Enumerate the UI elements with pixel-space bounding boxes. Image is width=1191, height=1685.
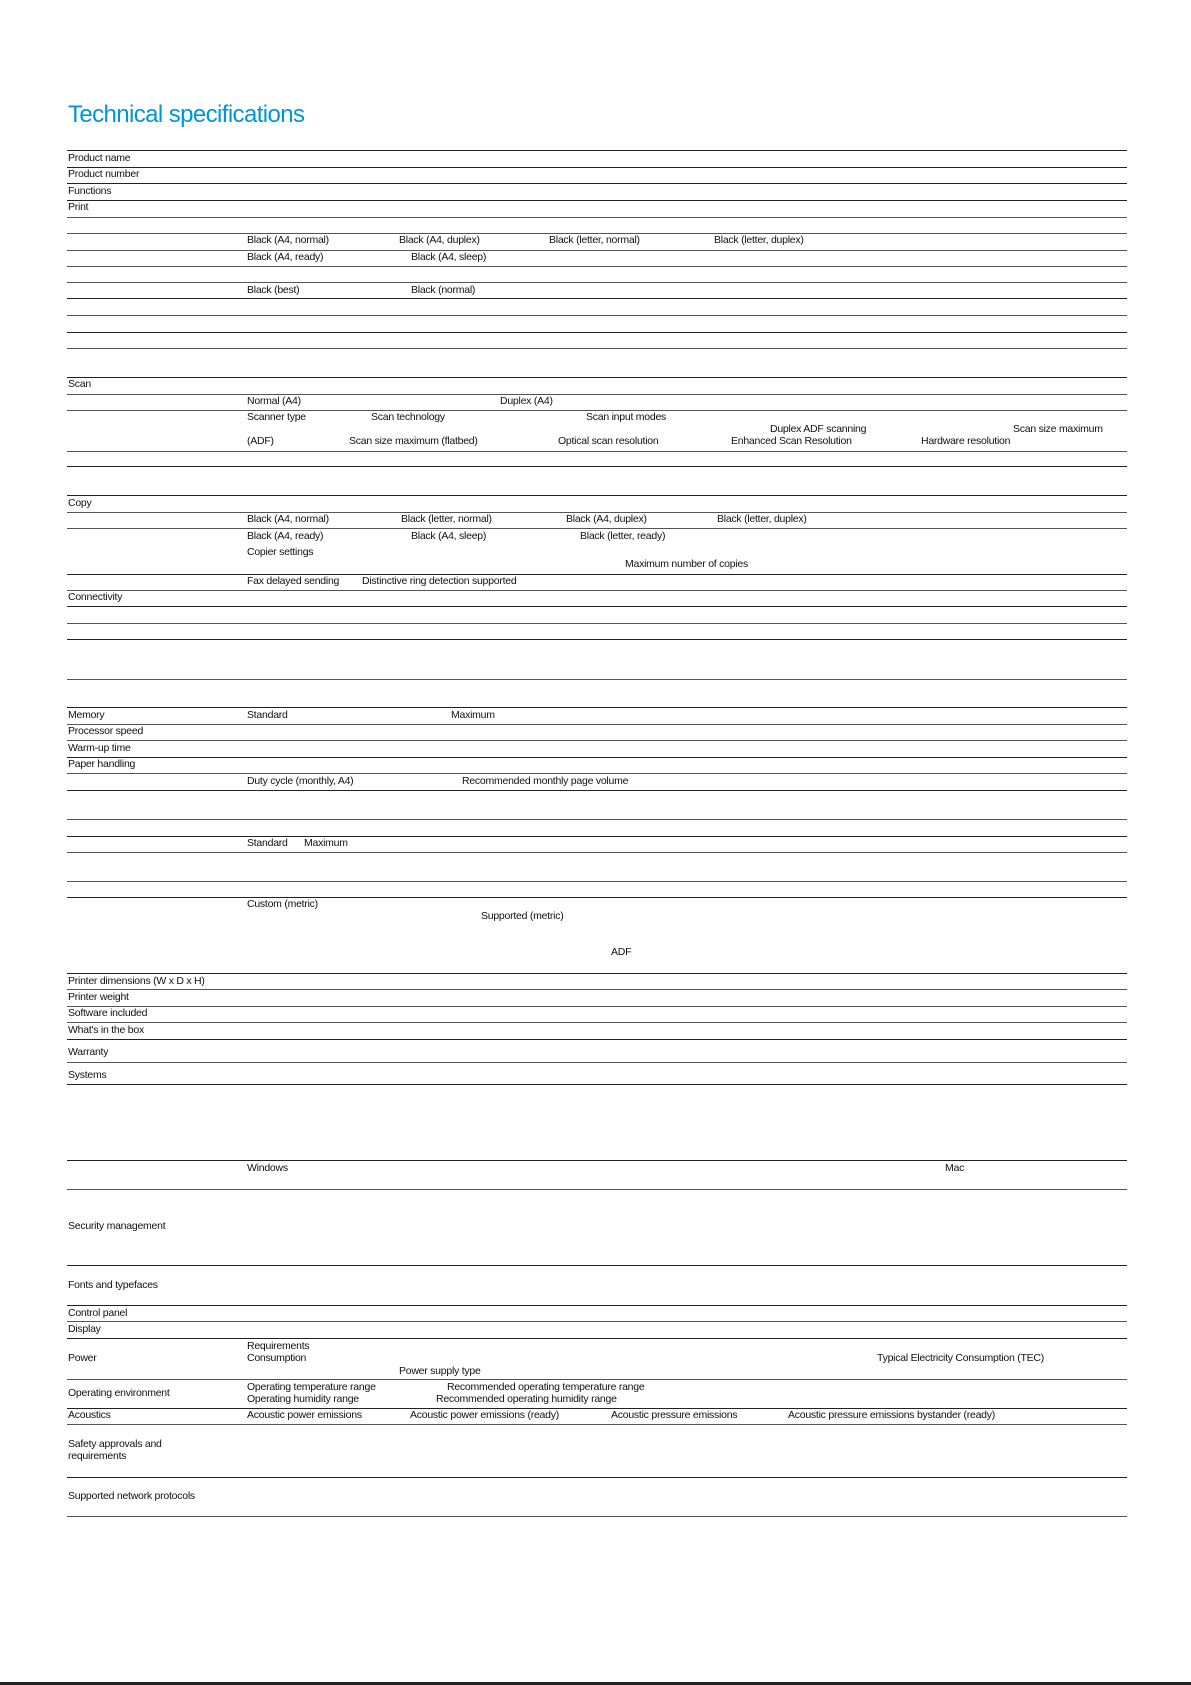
label-product-number: Product number <box>68 168 140 180</box>
print-black-normal: Black (normal) <box>411 284 476 296</box>
row-rule <box>67 1321 1127 1322</box>
paper-recommended-monthly: Recommended monthly page volume <box>462 775 629 787</box>
acoustic-pressure-emissions: Acoustic pressure emissions <box>611 1409 738 1421</box>
copy-black-a4-duplex: Black (A4, duplex) <box>566 513 647 525</box>
row-rule <box>67 881 1127 882</box>
label-functions: Functions <box>68 185 112 197</box>
label-copy: Copy <box>68 497 92 509</box>
systems-mac: Mac <box>945 1162 965 1174</box>
row-rule <box>67 200 1127 201</box>
row-rule <box>67 298 1127 299</box>
row-rule <box>67 250 1127 251</box>
label-memory: Memory <box>68 709 105 721</box>
print-black-a4-sleep: Black (A4, sleep) <box>411 251 487 263</box>
memory-maximum: Maximum <box>451 709 495 721</box>
row-rule <box>67 1265 1127 1266</box>
row-rule <box>67 1006 1127 1007</box>
power-consumption: Consumption <box>247 1352 307 1364</box>
paper-custom-metric: Custom (metric) <box>247 898 318 910</box>
label-printer-dimensions: Printer dimensions (W x D x H) <box>68 975 205 987</box>
row-rule <box>67 989 1127 990</box>
scan-input-modes: Scan input modes <box>586 411 667 423</box>
copy-copier-settings: Copier settings <box>247 546 314 558</box>
row-rule <box>67 1338 1127 1339</box>
row-rule <box>67 1379 1127 1380</box>
acoustic-power-emissions: Acoustic power emissions <box>247 1409 362 1421</box>
row-rule <box>67 1062 1127 1063</box>
scan-hardware-resolution: Hardware resolution <box>921 435 1011 447</box>
copy-black-letter-duplex: Black (letter, duplex) <box>717 513 807 525</box>
label-operating-environment: Operating environment <box>68 1387 170 1399</box>
label-security-management: Security management <box>68 1220 166 1232</box>
row-rule <box>67 1516 1127 1517</box>
print-black-best: Black (best) <box>247 284 300 296</box>
row-rule <box>67 740 1127 741</box>
row-rule <box>67 332 1127 333</box>
row-rule <box>67 167 1127 168</box>
row-rule <box>67 451 1127 452</box>
paper-duty-cycle: Duty cycle (monthly, A4) <box>247 775 354 787</box>
row-rule <box>67 1424 1127 1425</box>
row-rule <box>67 836 1127 837</box>
label-connectivity: Connectivity <box>68 591 123 603</box>
label-warranty: Warranty <box>68 1046 109 1058</box>
scan-size-maximum: Scan size maximum <box>1013 423 1103 435</box>
paper-supported-metric: Supported (metric) <box>481 910 564 922</box>
power-tec: Typical Electricity Consumption (TEC) <box>877 1352 1044 1364</box>
row-rule <box>67 852 1127 853</box>
print-black-letter-duplex: Black (letter, duplex) <box>714 234 804 246</box>
label-safety-approvals-line2: requirements <box>68 1450 127 1462</box>
copy-distinctive-ring: Distinctive ring detection supported <box>362 575 517 587</box>
scan-size-maximum-flatbed: Scan size maximum (flatbed) <box>349 435 478 447</box>
env-rec-op-humidity-range: Recommended operating humidity range <box>436 1393 617 1405</box>
row-rule <box>67 773 1127 774</box>
systems-windows: Windows <box>247 1162 288 1174</box>
label-acoustics: Acoustics <box>68 1409 111 1421</box>
row-rule <box>67 590 1127 591</box>
label-supported-network-protocols: Supported network protocols <box>68 1490 195 1502</box>
row-rule <box>67 495 1127 496</box>
label-warmup-time: Warm-up time <box>68 742 131 754</box>
copy-black-a4-ready: Black (A4, ready) <box>247 530 324 542</box>
row-rule <box>67 897 1127 898</box>
row-rule <box>67 528 1127 529</box>
row-rule <box>67 606 1127 607</box>
row-rule <box>67 266 1127 267</box>
label-scan: Scan <box>68 378 91 390</box>
row-rule <box>67 1160 1127 1161</box>
paper-maximum: Maximum <box>304 837 348 849</box>
row-rule <box>67 1305 1127 1306</box>
paper-standard: Standard <box>247 837 288 849</box>
row-rule <box>67 183 1127 184</box>
label-product-name: Product name <box>68 152 131 164</box>
row-rule <box>67 315 1127 316</box>
print-black-a4-ready: Black (A4, ready) <box>247 251 324 263</box>
page-title: Technical specifications <box>68 101 305 128</box>
row-rule <box>67 757 1127 758</box>
scan-technology: Scan technology <box>371 411 445 423</box>
row-rule <box>67 1039 1127 1040</box>
row-rule <box>67 282 1127 283</box>
env-op-temp-range: Operating temperature range <box>247 1381 376 1393</box>
env-rec-op-temp-range: Recommended operating temperature range <box>447 1381 645 1393</box>
row-rule <box>67 623 1127 624</box>
row-rule <box>67 574 1127 575</box>
row-rule <box>67 724 1127 725</box>
label-paper-handling: Paper handling <box>68 758 136 770</box>
acoustic-pressure-bystander-ready: Acoustic pressure emissions bystander (ready) <box>788 1409 996 1421</box>
scan-enhanced-resolution: Enhanced Scan Resolution <box>731 435 852 447</box>
label-power: Power <box>68 1352 97 1364</box>
row-rule <box>67 150 1127 151</box>
acoustic-power-emissions-ready: Acoustic power emissions (ready) <box>410 1409 559 1421</box>
row-rule <box>67 394 1127 395</box>
scan-duplex-adf: Duplex ADF scanning <box>770 423 867 435</box>
env-op-humidity-range: Operating humidity range <box>247 1393 359 1405</box>
row-rule <box>67 377 1127 378</box>
copy-black-letter-normal: Black (letter, normal) <box>401 513 492 525</box>
label-whats-in-the-box: What's in the box <box>68 1024 144 1036</box>
row-rule <box>67 1477 1127 1478</box>
row-rule <box>67 790 1127 791</box>
label-printer-weight: Printer weight <box>68 991 129 1003</box>
label-software-included: Software included <box>68 1007 148 1019</box>
scan-optical-resolution: Optical scan resolution <box>558 435 659 447</box>
row-rule <box>67 679 1127 680</box>
scan-scanner-type: Scanner type <box>247 411 306 423</box>
memory-standard: Standard <box>247 709 288 721</box>
copy-maximum-copies: Maximum number of copies <box>625 558 748 570</box>
label-display: Display <box>68 1323 101 1335</box>
paper-adf: ADF <box>611 946 632 958</box>
label-systems: Systems <box>68 1069 107 1081</box>
copy-black-a4-sleep: Black (A4, sleep) <box>411 530 487 542</box>
label-control-panel: Control panel <box>68 1307 128 1319</box>
row-rule <box>67 348 1127 349</box>
row-rule <box>67 466 1127 467</box>
copy-black-a4-normal: Black (A4, normal) <box>247 513 329 525</box>
row-rule <box>67 639 1127 640</box>
row-rule <box>67 1084 1127 1085</box>
label-print: Print <box>68 201 89 213</box>
row-rule <box>67 1189 1127 1190</box>
print-black-a4-normal: Black (A4, normal) <box>247 234 329 246</box>
copy-black-letter-ready: Black (letter, ready) <box>580 530 666 542</box>
scan-adf: (ADF) <box>247 435 274 447</box>
label-safety-approvals-line1: Safety approvals and <box>68 1438 162 1450</box>
power-requirements: Requirements <box>247 1340 310 1352</box>
row-rule <box>67 973 1127 974</box>
power-supply-type: Power supply type <box>399 1365 481 1377</box>
label-processor-speed: Processor speed <box>68 725 144 737</box>
row-rule <box>67 1022 1127 1023</box>
scan-normal-a4: Normal (A4) <box>247 395 301 407</box>
label-fonts-and-typefaces: Fonts and typefaces <box>68 1279 158 1291</box>
print-black-letter-normal: Black (letter, normal) <box>549 234 640 246</box>
row-rule <box>67 707 1127 708</box>
scan-duplex-a4: Duplex (A4) <box>500 395 553 407</box>
row-rule <box>67 819 1127 820</box>
row-rule <box>67 217 1127 218</box>
copy-fax-delayed-sending: Fax delayed sending <box>247 575 340 587</box>
print-black-a4-duplex: Black (A4, duplex) <box>399 234 480 246</box>
